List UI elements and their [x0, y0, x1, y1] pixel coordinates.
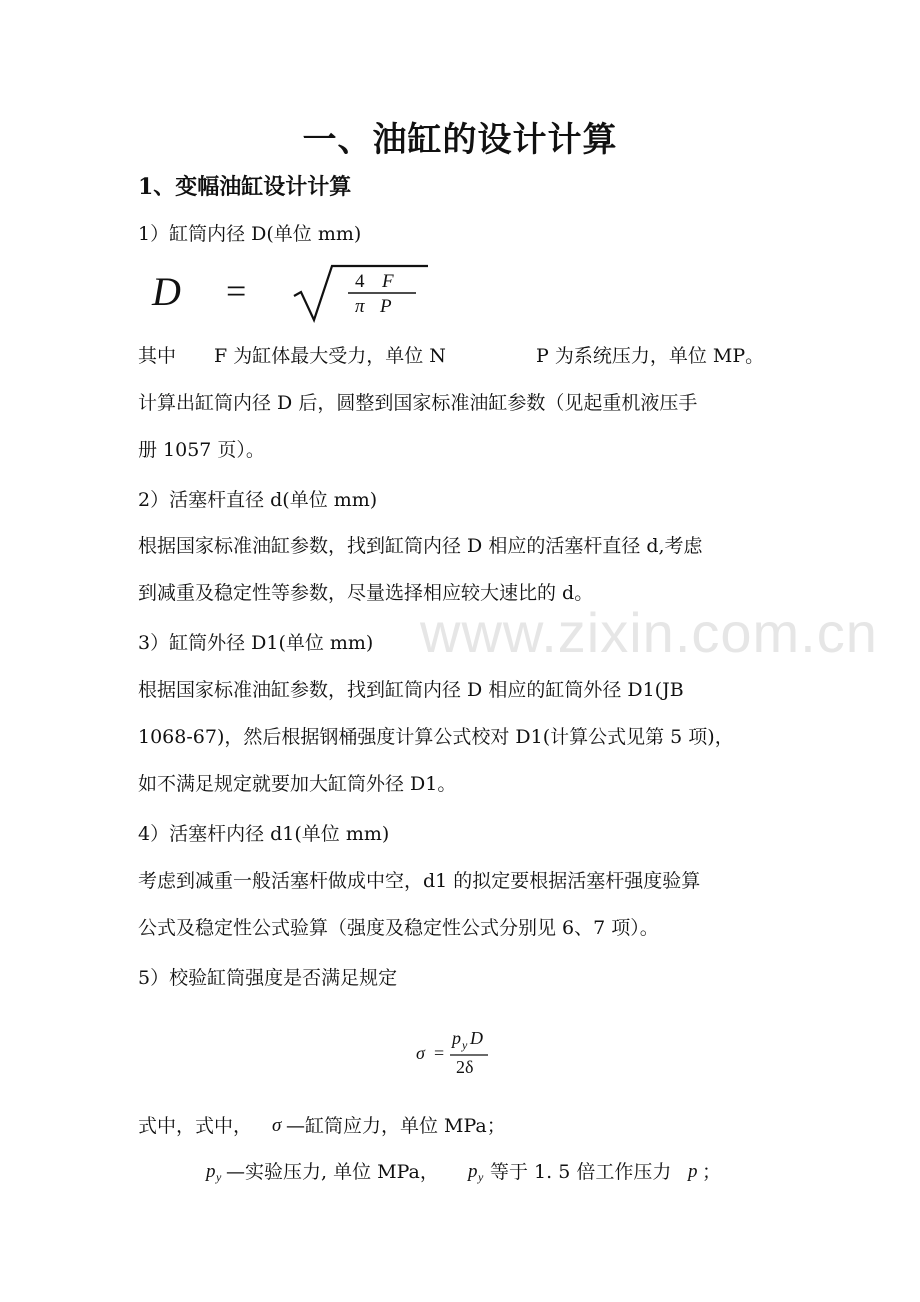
item5-line1-label: 式中，式中，	[138, 1115, 253, 1137]
item5-line2-py: p	[206, 1161, 216, 1182]
item4-text-2: 公式及稳定性公式验算（强度及稳定性公式分别见 6、7 项）。	[138, 917, 659, 939]
item5-line2-desc: —实验压力, 单位 MPa，	[226, 1161, 439, 1183]
formula1-equals: =	[226, 271, 247, 311]
formula1-lhs: D	[152, 269, 181, 314]
formula1-num-4: 4	[355, 271, 365, 292]
item5-line2-py2-sub: y	[478, 1170, 484, 1184]
formula2-den: 2δ	[456, 1057, 474, 1077]
item3-text-1: 根据国家标准油缸参数，找到缸筒内径 D 相应的缸筒外径 D1(JB	[138, 679, 684, 701]
item5-line2-p: p	[688, 1161, 698, 1182]
item5-heading: 5）校验缸筒强度是否满足规定	[138, 967, 398, 989]
item4-text-1: 考虑到减重一般活塞杆做成中空，d1 的拟定要根据活塞杆强度验算	[138, 870, 701, 892]
formula1-den-pi: π	[355, 296, 365, 317]
item5-line1-desc: —缸筒应力，单位 MPa；	[286, 1115, 506, 1137]
item5-line2-equal-text: 等于 1. 5 倍工作压力	[490, 1161, 672, 1183]
item2-text-2: 到减重及稳定性等参数，尽量选择相应较大速比的 d。	[138, 582, 594, 604]
page-title: 一、油缸的设计计算	[302, 120, 618, 160]
item5-line2-py-sub: y	[216, 1170, 222, 1184]
item1-where-P: P 为系统压力，单位 MP。	[536, 345, 765, 367]
item5-line2-end: ；	[702, 1161, 722, 1183]
item3-heading: 3）缸筒外径 D1(单位 mm)	[138, 632, 374, 654]
item1-text-1: 计算出缸筒内径 D 后，圆整到国家标准油缸参数（见起重机液压手	[138, 392, 698, 414]
watermark: www.zixin.com.cn	[420, 601, 878, 664]
section-heading: 1、变幅油缸设计计算	[138, 174, 352, 200]
item5-line1-sigma: σ	[272, 1115, 282, 1136]
item3-text-3: 如不满足规定就要加大缸筒外径 D1。	[138, 773, 457, 795]
formula2-num-D: D	[470, 1028, 483, 1048]
formula2-equals: =	[434, 1043, 445, 1063]
item2-heading: 2）活塞杆直径 d(单位 mm)	[138, 489, 378, 511]
item1-where-F: F 为缸体最大受力，单位 N	[214, 345, 446, 367]
item3-text-2: 1068-67)，然后根据钢桶强度计算公式校对 D1(计算公式见第 5 项)，	[138, 726, 734, 748]
item5-line2-py2: p	[468, 1161, 478, 1182]
item1-where-label: 其中	[138, 345, 177, 367]
formula2-lhs: σ	[416, 1043, 425, 1063]
item4-heading: 4）活塞杆内径 d1(单位 mm)	[138, 823, 390, 845]
item2-text-1: 根据国家标准油缸参数，找到缸筒内径 D 相应的活塞杆直径 d,考虑	[138, 535, 703, 557]
item1-heading: 1）缸筒内径 D(单位 mm)	[138, 223, 362, 245]
formula2-num-p: p	[452, 1028, 461, 1048]
item1-text-2: 册 1057 页）。	[138, 439, 265, 461]
formula1-num-F: F	[382, 271, 394, 292]
formula2-num-sub-y: y	[462, 1038, 468, 1052]
formula1-den-P: P	[380, 296, 392, 317]
